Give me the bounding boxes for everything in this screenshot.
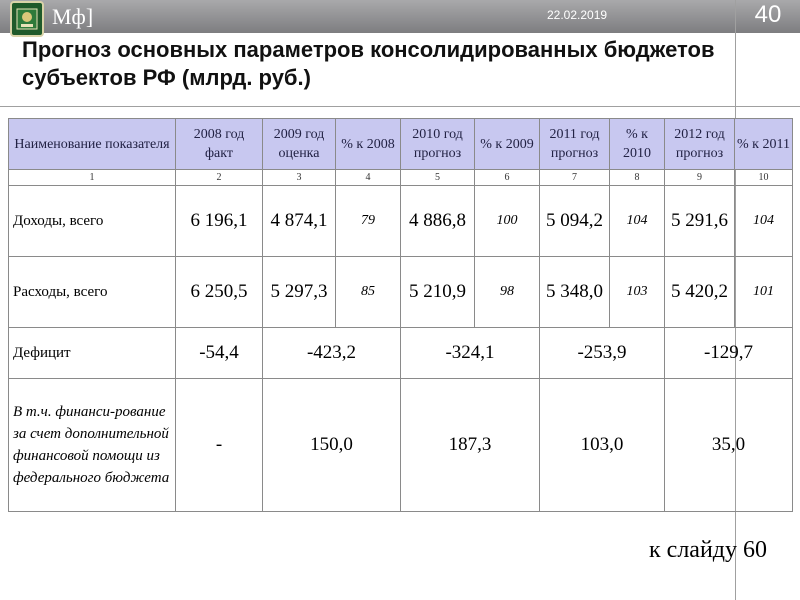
table-cell: 150,0 (263, 379, 401, 512)
table-header-cell: 2012 год прогноз (665, 119, 735, 170)
budget-forecast-table (8, 118, 793, 512)
percent-cell: 103 (610, 257, 665, 328)
row-label: Доходы, всего (9, 186, 176, 257)
percent-cell: 79 (336, 186, 401, 257)
go-to-slide-link[interactable]: к слайду 60 (649, 537, 767, 563)
table-header-cell: % к 2008 (336, 119, 401, 170)
table-row-federal-financing (9, 379, 793, 512)
table-cell: -423,2 (263, 328, 401, 379)
table-cell: 103,0 (540, 379, 665, 512)
column-number: 8 (610, 170, 665, 186)
column-number: 10 (735, 170, 793, 186)
table-cell: 5 420,2 (665, 257, 735, 328)
table-cell: 5 348,0 (540, 257, 610, 328)
percent-cell: 85 (336, 257, 401, 328)
table-cell: 4 874,1 (263, 186, 336, 257)
table-cell: 5 297,3 (263, 257, 336, 328)
title-divider-line (0, 106, 800, 107)
percent-cell: 100 (475, 186, 540, 257)
table-cell: -324,1 (401, 328, 540, 379)
percent-cell: 104 (610, 186, 665, 257)
percent-cell: 104 (735, 186, 793, 257)
table-row-deficit (9, 328, 793, 379)
row-label: Дефицит (9, 328, 176, 379)
column-number: 2 (176, 170, 263, 186)
percent-cell: 98 (475, 257, 540, 328)
table-header-row (9, 119, 793, 170)
crest-icon (10, 1, 44, 37)
table-cell: 187,3 (401, 379, 540, 512)
table-cell: 5 094,2 (540, 186, 610, 257)
column-number: 4 (336, 170, 401, 186)
column-number: 5 (401, 170, 475, 186)
table-header-cell: Наименование показателя (9, 119, 176, 170)
table-cell: 35,0 (665, 379, 793, 512)
table-header-cell: 2011 год прогноз (540, 119, 610, 170)
column-number-row (9, 170, 793, 186)
table-cell: 6 250,5 (176, 257, 263, 328)
table-cell: 4 886,8 (401, 186, 475, 257)
top-bar (0, 0, 800, 33)
percent-cell: 101 (735, 257, 793, 328)
column-number: 6 (475, 170, 540, 186)
column-number: 1 (9, 170, 176, 186)
table-cell: 5 210,9 (401, 257, 475, 328)
slide-number: 40 (754, 1, 782, 28)
table-cell: 5 291,6 (665, 186, 735, 257)
column-number: 9 (665, 170, 735, 186)
table-row-expenses (9, 257, 793, 328)
table-header-cell: % к 2009 (475, 119, 540, 170)
table-header-cell: 2009 год оценка (263, 119, 336, 170)
table-cell: -253,9 (540, 328, 665, 379)
column-number: 3 (263, 170, 336, 186)
table-cell: -54,4 (176, 328, 263, 379)
table-header-cell: % к 2010 (610, 119, 665, 170)
row-label: Расходы, всего (9, 257, 176, 328)
table-row-income (9, 186, 793, 257)
row-label: В т.ч. финанси-рование за счет дополнительной финансовой помощи из федерального бюджета (9, 379, 176, 512)
brand-logo-text: Мф] (52, 4, 94, 29)
table-cell: - (176, 379, 263, 512)
table-header-cell: 2010 год прогноз (401, 119, 475, 170)
table-cell: -129,7 (665, 328, 793, 379)
table-cell: 6 196,1 (176, 186, 263, 257)
column-number: 7 (540, 170, 610, 186)
table-header-cell: 2008 год факт (176, 119, 263, 170)
slide-date: 22.02.2019 (547, 8, 608, 22)
table-header-cell: % к 2011 (735, 119, 793, 170)
slide-title: Прогноз основных параметров консолидированных бюджетов субъектов РФ (млрд. руб.) (22, 37, 715, 90)
